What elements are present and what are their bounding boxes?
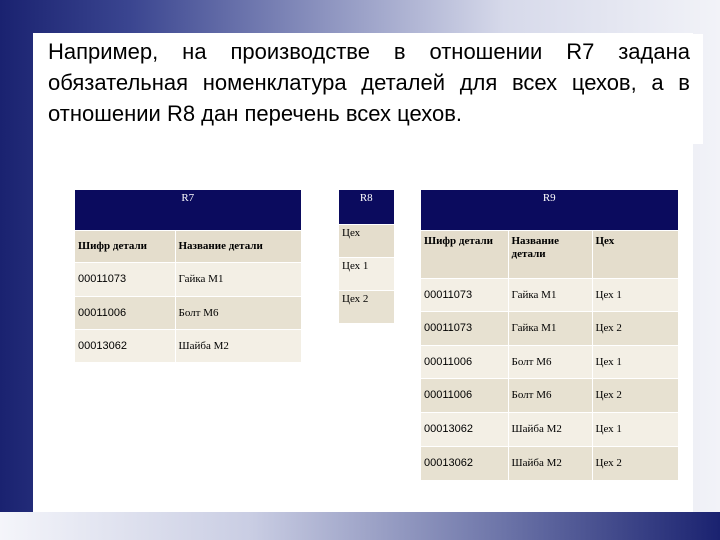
- workshop-cell: Цех 2: [339, 290, 394, 323]
- table-header-cell: Название детали: [508, 230, 592, 278]
- table-header-cell: Шифр детали: [75, 230, 175, 262]
- table-r7: [75, 190, 302, 363]
- table-row: [339, 257, 394, 290]
- table-r8-title: R8: [339, 190, 394, 224]
- workshop-cell: Цех 1: [592, 412, 678, 446]
- workshop-cell: Цех 1: [592, 278, 678, 311]
- part-code-cell: 00011006: [421, 345, 508, 378]
- table-row: [75, 329, 301, 362]
- part-name-cell: Гайка М1: [508, 311, 592, 345]
- table-r9: [421, 190, 679, 481]
- part-code-cell: 00011073: [75, 262, 175, 296]
- table-row: [421, 378, 678, 412]
- table-row: [421, 412, 678, 446]
- table-row: [421, 278, 678, 311]
- workshop-cell: Цех 2: [592, 378, 678, 412]
- table-header-cell: Цех: [339, 224, 394, 257]
- part-name-cell: Болт М6: [508, 378, 592, 412]
- table-header-cell: Название детали: [175, 230, 301, 262]
- table-header-cell: Шифр детали: [421, 230, 508, 278]
- table-r7-title: R7: [75, 190, 301, 230]
- part-code-cell: 00011073: [421, 278, 508, 311]
- bottom-gradient-band: [0, 512, 720, 540]
- part-code-cell: 00013062: [421, 446, 508, 480]
- part-name-cell: Шайба М2: [508, 412, 592, 446]
- part-name-cell: Гайка М1: [508, 278, 592, 311]
- table-r9-title: R9: [421, 190, 678, 230]
- part-code-cell: 00011006: [421, 378, 508, 412]
- part-code-cell: 00011006: [75, 296, 175, 329]
- table-row: [75, 262, 301, 296]
- part-code-cell: 00011073: [421, 311, 508, 345]
- intro-paragraph: Например, на производстве в отношении R7 задана обязательная номенклатура деталей для всех цехов, а в отношении R8 дан перечень всех цехов.: [48, 39, 690, 126]
- workshop-cell: Цех 1: [592, 345, 678, 378]
- workshop-cell: Цех 2: [592, 446, 678, 480]
- part-name-cell: Шайба М2: [508, 446, 592, 480]
- part-name-cell: Болт М6: [508, 345, 592, 378]
- table-row: [75, 296, 301, 329]
- table-row: [421, 446, 678, 480]
- part-name-cell: Болт М6: [175, 296, 301, 329]
- table-r8: [339, 190, 395, 324]
- workshop-cell: Цех 2: [592, 311, 678, 345]
- table-header-cell: Цех: [592, 230, 678, 278]
- part-name-cell: Гайка М1: [175, 262, 301, 296]
- part-code-cell: 00013062: [75, 329, 175, 362]
- part-code-cell: 00013062: [421, 412, 508, 446]
- table-row: [339, 290, 394, 323]
- part-name-cell: Шайба М2: [175, 329, 301, 362]
- table-row: [421, 345, 678, 378]
- table-row: [421, 311, 678, 345]
- workshop-cell: Цех 1: [339, 257, 394, 290]
